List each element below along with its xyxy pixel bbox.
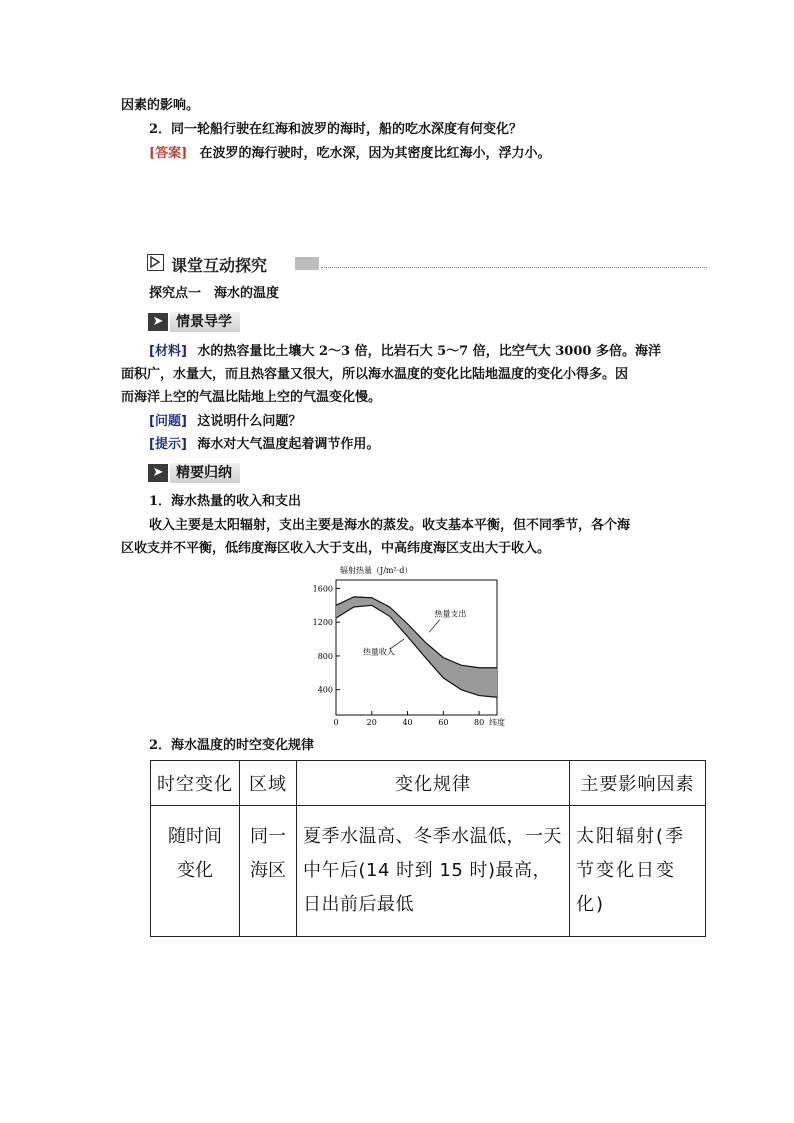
series-pointer-expenditure — [429, 620, 440, 633]
x-tick-label: 80 — [474, 718, 485, 727]
y-tick-label: 400 — [317, 685, 333, 695]
table-header-row — [151, 761, 706, 806]
cell-change: 随时间变化 — [151, 806, 240, 937]
header-rule: 变化规律 — [297, 761, 570, 806]
text-line: 因素的影响。 — [121, 98, 200, 113]
x-tick-label: 0 — [333, 718, 339, 727]
summary-heading-label: 精要归纳 — [170, 463, 240, 483]
question-2: 2．同一轮船行驶在红海和波罗的海时，船的吃水深度有何变化？ — [149, 122, 523, 137]
x-tick-label: 20 — [366, 718, 377, 727]
hint-text: 海水对大气温度起着调节作用。 — [197, 437, 380, 452]
hint-tag: [提示] — [149, 437, 187, 452]
item2-title: 2．海水温度的时空变化规律 — [149, 738, 315, 753]
section-header — [147, 254, 707, 275]
x-axis-label: 纬度 — [489, 718, 505, 727]
material-line-1 — [149, 344, 661, 360]
question-tag: [问题] — [149, 414, 187, 429]
series-label-expenditure: 热量支出 — [434, 609, 467, 619]
chevron-right-icon: ➤ — [148, 313, 168, 331]
y-tick-label: 800 — [317, 651, 333, 661]
material-tag: [材料] — [149, 344, 187, 359]
scene-heading-label: 情景导学 — [170, 312, 240, 332]
series-pointer-income — [390, 639, 404, 649]
explore-point-title: 探究点一 海水的温度 — [149, 286, 280, 301]
material-line-2: 面积广，水量大，而且热容量又很大，所以海水温度的变化比陆地温度的变化小得多。因 — [121, 367, 629, 382]
x-tick-label: 40 — [402, 718, 413, 727]
section-decoration — [295, 257, 319, 270]
section-arrow-icon — [147, 254, 164, 271]
header-factor: 主要影响因素 — [570, 761, 706, 806]
question-text: 这说明什么问题？ — [197, 414, 302, 429]
y-tick-label: 1200 — [312, 618, 333, 628]
y-axis-label: 辐射热量（J/m²·d） — [340, 566, 413, 575]
cell-rule: 夏季水温高、冬季水温低，一天中午后(14 时到 15 时)最高，日出前后最低 — [297, 806, 570, 937]
series-label-income: 热量收入 — [362, 647, 395, 657]
material-text: 水的热容量比土壤大 2～3 倍，比岩石大 5～7 倍，比空气大 3000 多倍。海洋 — [197, 344, 661, 359]
section-dotted-rule — [321, 267, 707, 268]
material-line-3: 而海洋上空的气温比陆地上空的气温变化慢。 — [121, 390, 382, 405]
hint-line — [149, 437, 379, 453]
item1-line-2: 区收支并不平衡，低纬度海区收入大于支出，中高纬度海区支出大于收入。 — [121, 541, 551, 556]
question-line — [149, 414, 301, 430]
scene-heading — [148, 312, 258, 332]
x-tick-label: 60 — [438, 718, 449, 727]
heat-budget-chart — [310, 562, 515, 730]
cell-region: 同一海区 — [240, 806, 297, 937]
series-line-expenditure — [336, 597, 497, 668]
y-tick-label: 1600 — [312, 584, 333, 594]
header-region: 区域 — [240, 761, 297, 806]
item1-line-1: 收入主要是太阳辐射，支出主要是海水的蒸发。收支基本平衡，但不同季节，各个海 — [149, 518, 631, 533]
summary-heading — [148, 463, 258, 483]
sea-temperature-table — [150, 760, 706, 937]
answer-tag: [答案] — [149, 146, 188, 161]
section-title: 课堂互动探究 — [171, 256, 268, 275]
table-row — [151, 806, 706, 937]
item1-title: 1．海水热量的收入和支出 — [149, 494, 302, 509]
chevron-right-icon: ➤ — [148, 464, 168, 482]
answer-line — [149, 146, 550, 162]
header-change: 时空变化 — [151, 761, 240, 806]
cell-factor: 太阳辐射(季节变化日变化) — [570, 806, 706, 937]
answer-text: 在波罗的海行驶时，吃水深，因为其密度比红海小，浮力小。 — [199, 146, 551, 161]
